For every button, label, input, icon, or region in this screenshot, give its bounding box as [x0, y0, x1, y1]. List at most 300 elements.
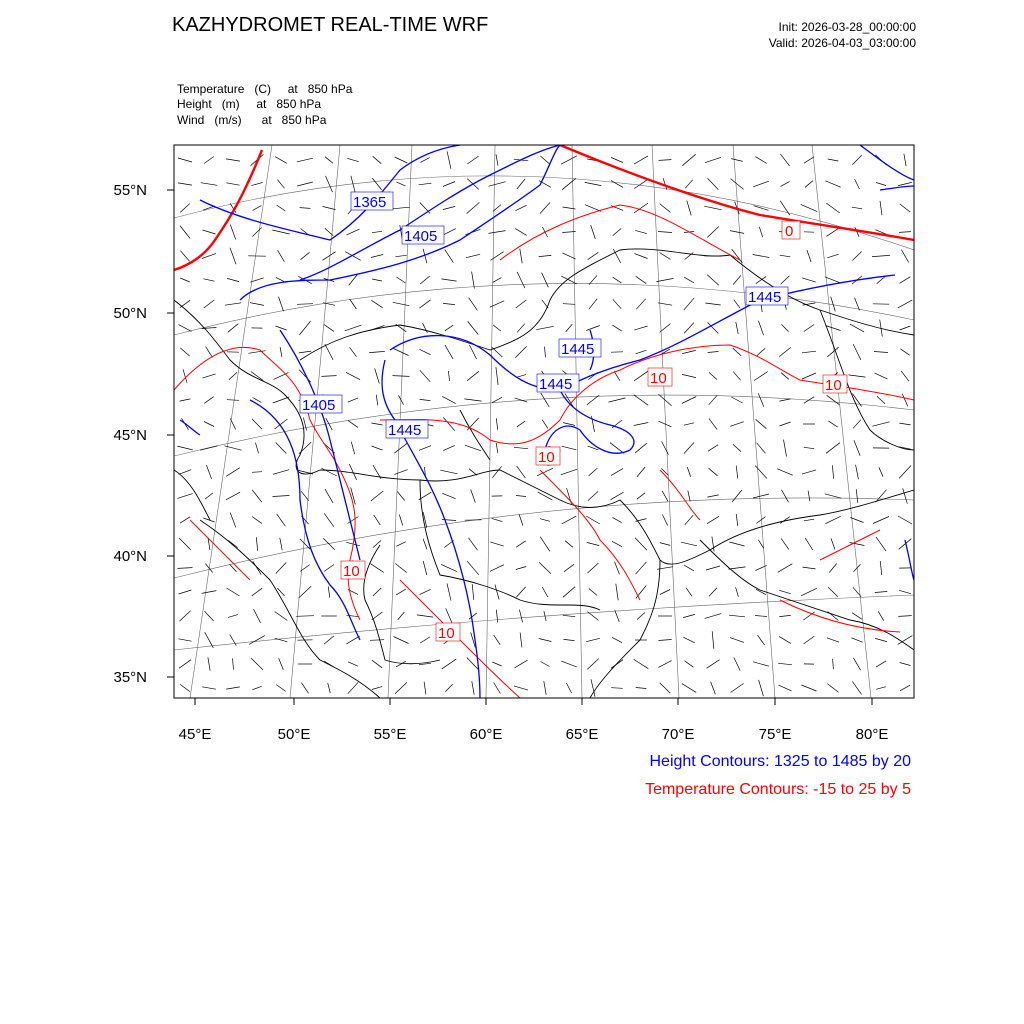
wind-barb [658, 640, 671, 641]
wind-barb [423, 323, 428, 333]
wind-barb [373, 540, 381, 547]
wind-barb [206, 347, 213, 358]
wind-barb [279, 658, 284, 669]
wind-barb [371, 423, 382, 425]
wind-barb [755, 616, 767, 617]
wind-barb [254, 609, 261, 623]
wind-barb [179, 325, 192, 332]
wind-barb [759, 227, 762, 237]
wind-barb [321, 468, 337, 476]
wind-barb [489, 182, 506, 187]
wind-barb [517, 179, 525, 189]
wind-barb [466, 254, 480, 257]
wind-barb [730, 179, 743, 190]
wind-barb [682, 397, 696, 404]
wind-barb [591, 679, 595, 696]
wind-barb [469, 613, 477, 619]
wind-barb [853, 344, 861, 360]
wind-barb [392, 207, 409, 209]
wind-barb [658, 661, 671, 668]
wind-barb [759, 680, 764, 696]
wind-barb [562, 516, 577, 524]
wind-barb [634, 179, 647, 188]
wind-barb [756, 419, 767, 428]
wind-barb [755, 466, 767, 479]
wind-barb [180, 251, 189, 262]
wind-barb [178, 183, 192, 185]
wind-barb [856, 489, 858, 503]
wind-barb [464, 399, 481, 401]
wind-barb [276, 685, 286, 692]
wind-barb [781, 182, 790, 187]
wind-barb [495, 585, 499, 600]
wind-barb [903, 488, 908, 503]
wind-barb [827, 395, 840, 404]
wind-barb [684, 323, 694, 334]
wind-barb [829, 564, 836, 573]
wind-barb [420, 399, 431, 400]
lon-label: 55°E [373, 726, 407, 743]
wind-barb [494, 683, 501, 694]
wind-barb [467, 371, 479, 380]
wind-barb [635, 230, 647, 233]
wind-barb [442, 396, 455, 403]
wind-barb [540, 537, 550, 552]
wind-barb [350, 299, 357, 309]
wind-barb [178, 158, 192, 162]
wind-barb [732, 490, 742, 502]
wind-barb [854, 440, 860, 455]
wind-barb [876, 661, 886, 667]
wind-barb [272, 230, 289, 234]
wind-barb [898, 300, 912, 308]
wind-barb [877, 396, 885, 404]
wind-barb [708, 178, 719, 189]
wind-barb [852, 155, 861, 164]
wind-barb [202, 591, 217, 594]
wind-barb [345, 325, 362, 331]
wind-barb [469, 345, 476, 359]
wind-barb [900, 349, 909, 355]
wind-barb [616, 584, 618, 601]
wind-barb [496, 418, 497, 429]
wind-barb [276, 443, 287, 454]
wind-barb [615, 562, 620, 574]
wind-barb [804, 157, 814, 163]
wind-barb [685, 515, 693, 525]
wind-barb [441, 564, 457, 571]
wind-barbs [177, 151, 912, 696]
wind-barb [660, 543, 670, 546]
lon-label: 75°E [758, 726, 792, 743]
wind-barb [803, 567, 816, 569]
wind-barb [802, 685, 817, 691]
wind-barb [424, 682, 426, 695]
wind-barb [179, 639, 192, 641]
lat-label: 50°N [113, 305, 147, 322]
wind-barb [253, 206, 262, 211]
wind-barb [250, 303, 264, 306]
wind-barb [348, 682, 359, 694]
wind-barb [753, 494, 769, 498]
wind-barb [634, 423, 649, 426]
wind-barb [875, 638, 887, 641]
wind-barb [515, 205, 526, 210]
wind-barb [730, 638, 744, 643]
wind-barb [345, 252, 360, 261]
field-temperature: Temperature (C) at 850 hPa [177, 82, 353, 96]
wind-barb [448, 371, 449, 381]
wind-barb [471, 490, 476, 503]
wind-barb [371, 491, 383, 501]
wind-barb [833, 659, 834, 669]
wind-barb [777, 469, 793, 475]
wind-barb [779, 590, 791, 593]
wind-barb [230, 225, 235, 240]
wind-barb [203, 230, 216, 234]
wind-barb [324, 565, 334, 572]
wind-barb [682, 374, 696, 377]
wind-barb [325, 344, 333, 360]
wind-barb [709, 588, 717, 597]
wind-barb [445, 249, 454, 262]
wind-barb [520, 633, 522, 648]
wind-barb [826, 443, 840, 454]
wind-barb [779, 636, 791, 643]
wind-barb [636, 276, 647, 283]
wind-barb [635, 538, 647, 551]
wind-barb [660, 253, 671, 260]
wind-barb [540, 203, 550, 214]
wind-barb [325, 489, 333, 503]
wind-barb [613, 277, 622, 283]
wind-barb [827, 684, 838, 693]
wind-barb [395, 682, 407, 693]
wind-barb [563, 207, 576, 209]
wind-barb [297, 158, 313, 162]
wind-barb [324, 636, 334, 644]
wind-barb [397, 277, 406, 283]
wind-barb [420, 637, 430, 643]
wind-barb [542, 587, 548, 597]
wind-barb [297, 182, 313, 186]
wind-barb [280, 347, 282, 357]
wind-barb [636, 688, 647, 689]
wind-barb [251, 658, 263, 669]
wind-barb [227, 400, 239, 401]
wind-barb [395, 157, 408, 163]
valid-time: Valid: 2026-04-03_03:00:00 [768, 36, 916, 50]
wind-barb [614, 371, 620, 380]
height-label: 1405 [302, 397, 336, 414]
wind-barb [180, 399, 191, 401]
wind-barb [226, 159, 240, 161]
wind-barb [585, 182, 602, 185]
wind-barb [852, 682, 861, 695]
lat-label: 40°N [113, 548, 147, 565]
wind-barb [634, 371, 648, 381]
wind-barb [373, 156, 382, 163]
wind-barb [801, 204, 817, 211]
wind-barb [514, 686, 528, 690]
wind-barb [278, 250, 285, 261]
wind-barb [276, 563, 286, 574]
wind-barb [468, 321, 479, 334]
wind-barb [492, 518, 503, 521]
wind-barb [634, 659, 649, 668]
wind-barb [419, 349, 430, 354]
wind-barb [900, 326, 911, 330]
wind-barb [684, 277, 694, 283]
wind-barb [180, 684, 190, 691]
wind-barb [446, 608, 453, 623]
wind-barb [516, 567, 526, 570]
lat-label: 45°N [113, 427, 147, 444]
wind-barb [419, 300, 430, 308]
wind-barb [904, 154, 906, 166]
wind-barb [781, 276, 790, 284]
wind-barb [420, 158, 429, 163]
wind-barb [517, 272, 525, 288]
wind-barb [370, 640, 384, 641]
wind-barb [423, 539, 427, 549]
wind-barb [301, 252, 310, 259]
wind-barb [419, 183, 432, 185]
wind-barb [206, 465, 211, 479]
wind-barb [519, 514, 523, 525]
wind-barb [658, 232, 672, 233]
wind-barb [324, 325, 334, 332]
wind-barb [615, 610, 619, 622]
wind-barb [779, 422, 790, 426]
plot-frame [174, 145, 914, 698]
wind-barb [394, 470, 407, 475]
wind-barb [419, 446, 431, 451]
wind-barb [394, 443, 407, 453]
wind-barb [442, 520, 456, 521]
wind-barb [326, 176, 333, 192]
wind-barb [493, 325, 501, 331]
wind-barb [707, 275, 719, 286]
wind-barb [734, 300, 740, 309]
wind-barb [586, 516, 600, 524]
wind-barb [228, 540, 237, 547]
wind-barb [564, 564, 574, 571]
wind-barb [705, 303, 720, 305]
wind-barb [299, 321, 310, 335]
wind-barb [395, 564, 406, 573]
wind-barb [516, 375, 526, 378]
wind-barb [252, 517, 262, 524]
wind-barb [372, 279, 382, 281]
wind-barb [445, 345, 453, 359]
wind-barb [469, 538, 478, 550]
wind-barb [873, 517, 889, 524]
wind-barb [322, 252, 335, 261]
wind-barb [490, 542, 503, 546]
wind-barb [588, 491, 598, 500]
lon-label: 60°E [469, 726, 503, 743]
wind-barb [874, 352, 888, 353]
wind-barb [202, 687, 216, 689]
wind-barb [545, 347, 546, 358]
field-wind: Wind (m/s) at 850 hPa [177, 113, 327, 127]
wind-barb [801, 588, 817, 596]
wind-barb [781, 324, 788, 331]
wind-barb [828, 421, 837, 427]
wind-barb [876, 687, 886, 690]
wind-barb [900, 663, 911, 666]
wind-barb [447, 583, 451, 600]
wind-barb [758, 393, 764, 406]
lon-label: 80°E [855, 726, 889, 743]
wind-barb [825, 277, 841, 283]
wind-barb [177, 494, 192, 499]
wind-barb [831, 538, 835, 549]
wind-barb [827, 254, 838, 258]
wind-barb [275, 157, 287, 164]
wind-barb [208, 657, 210, 670]
wind-barb [688, 491, 690, 502]
wind-barb [398, 612, 405, 620]
wind-barb [589, 299, 597, 310]
wind-barb [230, 248, 236, 265]
wind-barb [636, 586, 646, 599]
wind-barb [825, 181, 840, 187]
wind-barb [902, 394, 908, 407]
wind-barb [684, 565, 694, 571]
wind-barb [637, 613, 645, 620]
height-label: 1445 [748, 289, 782, 306]
wind-barb [278, 180, 285, 189]
lat-label: 55°N [113, 182, 147, 199]
wind-barb [683, 637, 694, 643]
wind-barb [279, 297, 284, 312]
lon-ticks [195, 698, 872, 705]
wind-barb [899, 423, 910, 425]
wind-barb [636, 350, 647, 354]
wind-barb [591, 225, 596, 239]
wind-barb [492, 466, 501, 477]
wind-barb [346, 636, 359, 644]
wind-barb [492, 662, 501, 666]
wind-barb [709, 468, 718, 476]
wind-barb [635, 443, 647, 453]
wind-barb [226, 492, 240, 500]
wind-barb [879, 467, 883, 476]
wind-barb [784, 440, 787, 457]
wind-barb [589, 589, 597, 596]
wind-barb [561, 469, 577, 475]
wind-barb [467, 561, 479, 575]
height-label: 1445 [388, 422, 422, 439]
wind-barb [180, 226, 190, 239]
wind-barb [659, 394, 672, 406]
wind-barb [201, 183, 218, 186]
wind-barb [179, 470, 192, 475]
wind-barb [371, 255, 383, 258]
wind-barb [875, 592, 887, 593]
wind-barb [348, 662, 358, 666]
wind-barb [496, 443, 498, 453]
wind-barb [876, 183, 886, 186]
wind-barb [447, 151, 451, 168]
wind-barb [204, 279, 215, 281]
wind-barb [826, 203, 839, 213]
wind-barb [179, 538, 191, 550]
wind-barb [682, 154, 695, 165]
wind-barb [708, 352, 719, 353]
wind-barb [850, 324, 864, 332]
wind-barb [612, 541, 622, 546]
wind-barb [562, 253, 575, 259]
wind-barb [659, 160, 672, 161]
wind-barb [804, 325, 814, 332]
wind-barb [442, 659, 456, 669]
wind-barb [610, 443, 624, 454]
wind-barb [880, 561, 882, 575]
wind-barb [563, 587, 575, 598]
wind-barb [490, 565, 504, 572]
wind-barb [831, 297, 836, 312]
wind-barb [705, 614, 722, 619]
wind-barb [588, 612, 599, 621]
lon-labels [179, 726, 889, 743]
wind-barb [205, 493, 213, 499]
height-label: 1365 [353, 194, 387, 211]
wind-barb [734, 657, 740, 670]
wind-barb [540, 519, 550, 522]
wind-barb [611, 468, 623, 475]
wind-barb [348, 398, 358, 402]
wind-barb [516, 496, 526, 497]
wind-barb [275, 612, 288, 621]
wind-barb [899, 232, 911, 233]
wind-barb [472, 584, 474, 600]
wind-barb [563, 304, 575, 305]
wind-barb [516, 541, 526, 547]
wind-barb [758, 321, 763, 335]
wind-barb [851, 638, 862, 642]
wind-barb [347, 158, 358, 161]
wind-barb [420, 276, 430, 284]
wind-barb [230, 513, 236, 528]
wind-barb [372, 660, 382, 668]
wind-barb [227, 278, 239, 281]
wind-barb [900, 204, 910, 212]
wind-barb [808, 491, 810, 502]
wind-barb [662, 491, 668, 501]
wind-barb [442, 493, 455, 498]
wind-barb [180, 278, 190, 282]
wind-barb [899, 466, 911, 479]
wind-barb [273, 397, 289, 403]
init-time: Init: 2026-03-28_00:00:00 [778, 20, 916, 34]
wind-barb [371, 300, 382, 307]
wind-barb [542, 273, 549, 288]
wind-barb [587, 659, 598, 670]
wind-barb [683, 614, 695, 617]
wind-barb [204, 157, 214, 164]
wind-barb [396, 589, 406, 595]
wind-barb [733, 444, 741, 452]
wind-barb [686, 588, 692, 597]
wind-barb [852, 207, 862, 209]
wind-barb [445, 325, 453, 331]
wind-barb [520, 249, 522, 264]
temperature-label: 0 [785, 223, 794, 240]
wind-barb [612, 517, 621, 522]
